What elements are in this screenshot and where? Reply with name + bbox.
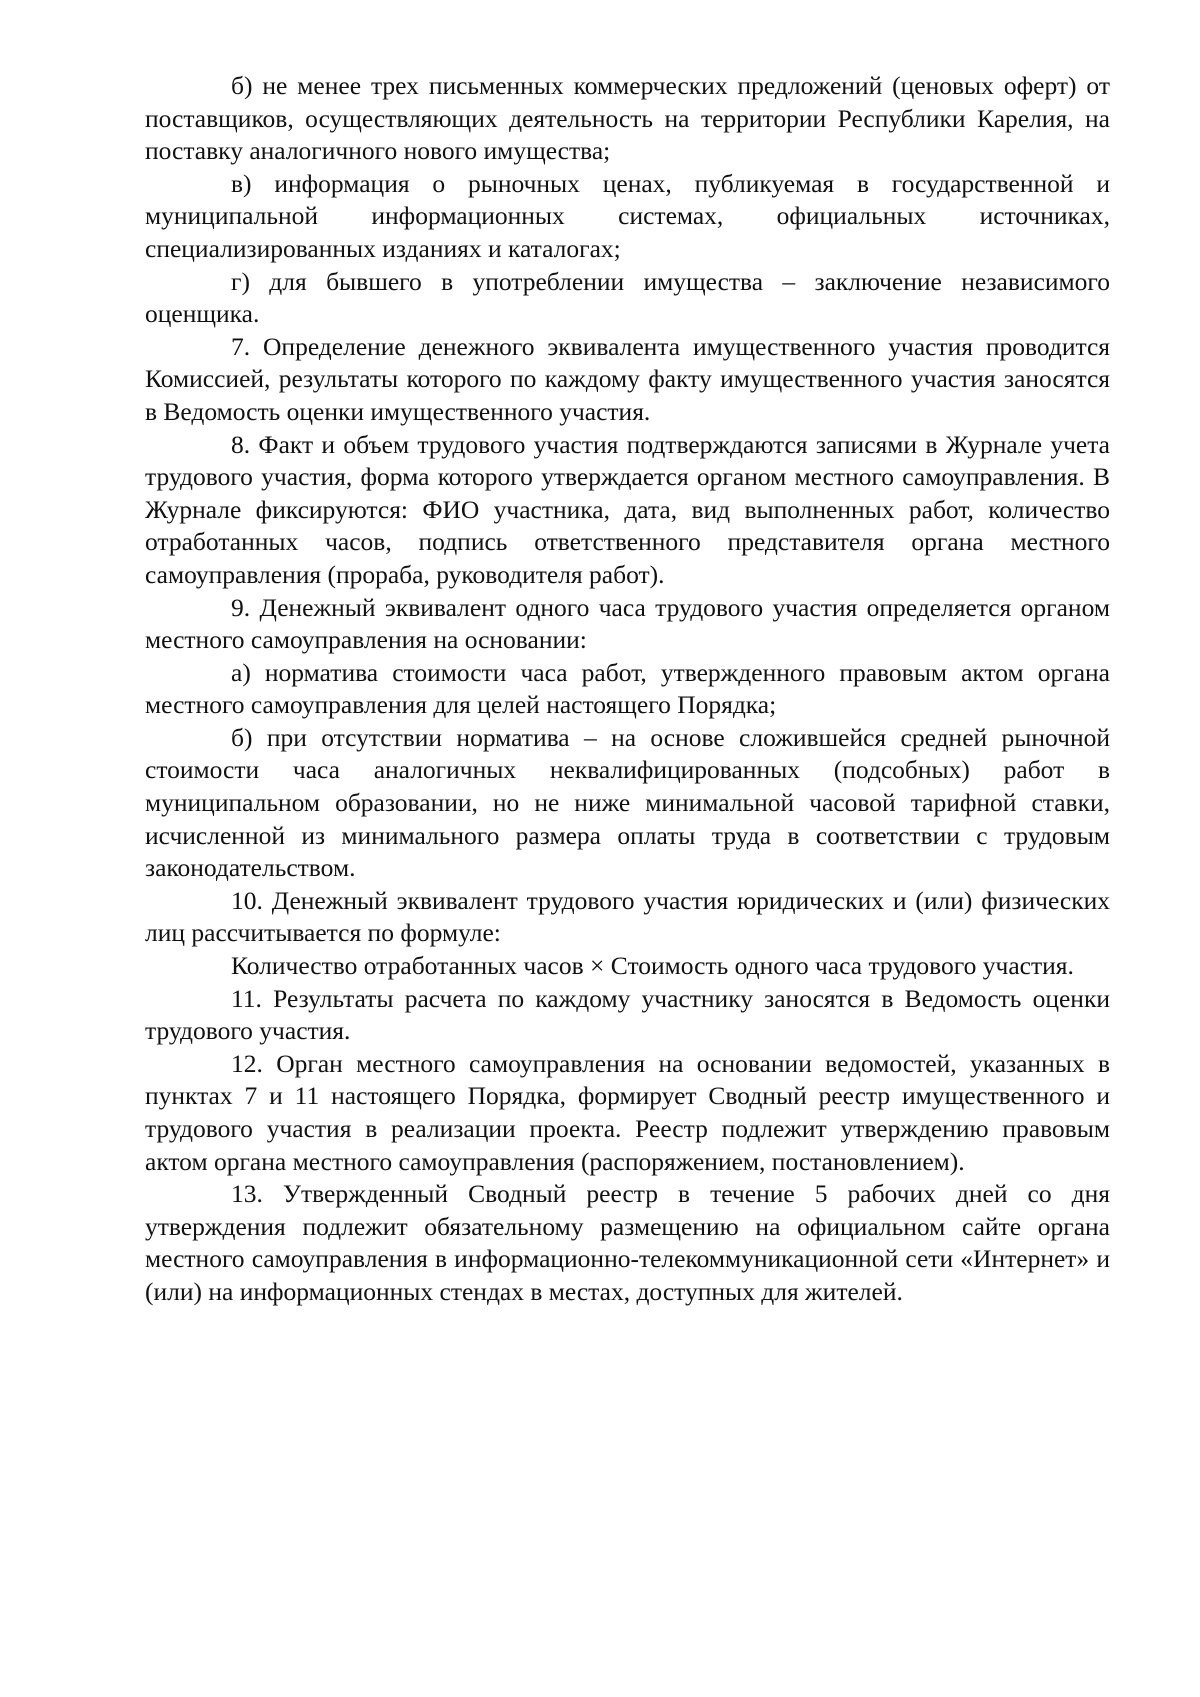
document-page	[145, 70, 1110, 1309]
paragraph-item-g-appraiser: г) для бывшего в употреблении имущества – заключение независимого оценщика.	[145, 266, 1110, 329]
paragraph-formula: Количество отработанных часов × Стоимость одного часа трудового участия.	[231, 951, 1074, 981]
paragraph-item-b-offers: б) не менее трех письменных коммерческих предложений (ценовых оферт) от поставщиков, осуществляющих деятельность на территории Республики Карелия, на поставку аналогичного нового имущества;	[145, 71, 1110, 166]
paragraph-item-b-no-norm: б) при отсутствии норматива – на основе сложившейся средней рыночной стоимости часа аналогичных неквалифицированных (подсобных) работ в муниципальном образовании, но не ниже минимальной часовой тарифной ставки, исчисленной из минимального размера оплаты труда в соответствии с трудовым законодательством.	[145, 722, 1110, 883]
paragraph-clause-11: 11. Результаты расчета по каждому участнику заносятся в Ведомость оценки трудового участия.	[145, 983, 1110, 1046]
paragraph-item-a-norm: а) норматива стоимости часа работ, утвержденного правовым актом органа местного самоуправления для целей настоящего Порядка;	[145, 657, 1110, 720]
paragraph-item-v-market-prices: в) информация о рыночных ценах, публикуемая в государственной и муниципальной информационных системах, официальных источниках, специализированных изданиях и каталогах;	[145, 168, 1110, 263]
paragraph-clause-10: 10. Денежный эквивалент трудового участия юридических и (или) физических лиц рассчитывается по формуле:	[145, 885, 1110, 948]
paragraph-clause-12: 12. Орган местного самоуправления на основании ведомостей, указанных в пунктах 7 и 11 настоящего Порядка, формирует Сводный реестр имущественного и трудового участия в реализации проекта. Реестр подлежит утверждению правовым актом органа местного самоуправления (распоряжением, постановлением).	[145, 1048, 1110, 1176]
paragraph-clause-8: 8. Факт и объем трудового участия подтверждаются записями в Журнале учета трудового участия, форма которого утверждается органом местного самоуправления. В Журнале фиксируются: ФИО участника, дата, вид выполненных работ, количество отработанных часов, подпись ответственного представителя органа местного самоуправления (прораба, руководителя работ).	[145, 429, 1110, 589]
paragraph-clause-13: 13. Утвержденный Сводный реестр в течение 5 рабочих дней со дня утверждения подлежит обязательному размещению на официальном сайте органа местного самоуправления в информационно-телекоммуникационной сети «Интернет» и (или) на информационных стендах в местах, доступных для жителей.	[145, 1179, 1110, 1306]
paragraph-clause-7: 7. Определение денежного эквивалента имущественного участия проводится Комиссией, результаты которого по каждому факту имущественного участия заносятся в Ведомость оценки имущественного участия.	[145, 331, 1110, 426]
paragraph-clause-9: 9. Денежный эквивалент одного часа трудового участия определяется органом местного самоуправления на основании:	[145, 592, 1110, 655]
